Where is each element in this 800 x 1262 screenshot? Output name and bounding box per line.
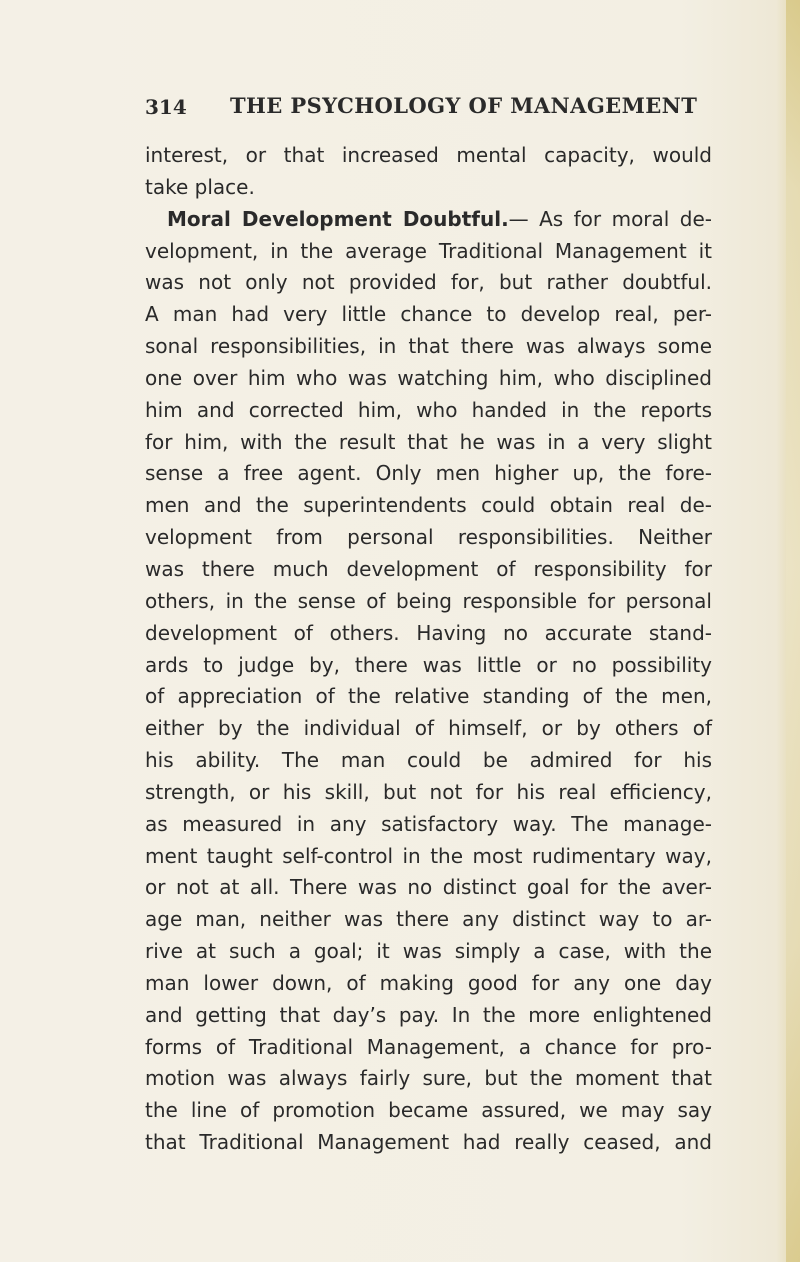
- text-line: the line of promotion became assured, we may say: [145, 1098, 712, 1123]
- text-line: [145, 204, 712, 236]
- text-line-continuation: — As for moral de-: [508, 206, 712, 231]
- section-run-in-heading: Moral Development Doubtful.: [167, 206, 509, 231]
- text-line: A man had very little chance to develop real, per-: [145, 302, 712, 327]
- text-line: sense a free agent. Only men higher up, the fore-: [145, 461, 712, 486]
- text-line: him and corrected him, who handed in the reports: [145, 397, 712, 422]
- text-line: ment taught self-control in the most rudimentary way,: [145, 843, 712, 868]
- body-text: [145, 140, 712, 1159]
- text-line: was not only not provided for, but rather doubtful.: [145, 270, 712, 295]
- text-line: velopment, in the average Traditional Management it: [145, 238, 712, 263]
- page-number: 314: [145, 95, 187, 119]
- text-line: men and the superintendents could obtain real de-: [145, 493, 712, 518]
- text-line: as measured in any satisfactory way. The manage-: [145, 811, 712, 836]
- text-line: interest, or that increased mental capacity, would: [145, 143, 712, 167]
- text-line: take place.: [145, 174, 255, 199]
- text-line: age man, neither was there any distinct way to ar-: [145, 907, 712, 932]
- text-line: that Traditional Management had really ceased, and: [145, 1130, 712, 1155]
- running-head-title: THE PSYCHOLOGY OF MANAGEMENT: [230, 93, 698, 118]
- running-head: [145, 93, 705, 123]
- text-line: was there much development of responsibility for: [145, 556, 712, 581]
- text-line: velopment from personal responsibilities. Neither: [145, 525, 712, 550]
- page-edge-shading: [786, 0, 800, 1262]
- text-line: development of others. Having no accurate stand-: [145, 620, 712, 645]
- text-line: for him, with the result that he was in a very slight: [145, 429, 712, 454]
- text-line: either by the individual of himself, or by others of: [145, 716, 712, 741]
- text-line: or not at all. There was no distinct goal for the aver-: [145, 875, 712, 900]
- text-line: forms of Traditional Management, a chance for pro-: [145, 1034, 712, 1059]
- text-line: his ability. The man could be admired for his: [145, 748, 712, 773]
- text-line: others, in the sense of being responsible for personal: [145, 588, 712, 613]
- text-line: rive at such a goal; it was simply a case, with the: [145, 939, 712, 964]
- text-line: strength, or his skill, but not for his real efficiency,: [145, 779, 712, 804]
- text-line: and getting that day’s pay. In the more enlightened: [145, 1002, 712, 1027]
- text-line: sonal responsibilities, in that there was always some: [145, 334, 712, 359]
- text-line: ards to judge by, there was little or no possibility: [145, 652, 712, 677]
- text-line: one over him who was watching him, who disciplined: [145, 365, 712, 390]
- text-line: of appreciation of the relative standing of the men,: [145, 684, 712, 709]
- text-line: man lower down, of making good for any one day: [145, 970, 712, 995]
- text-line: motion was always fairly sure, but the moment that: [145, 1066, 712, 1091]
